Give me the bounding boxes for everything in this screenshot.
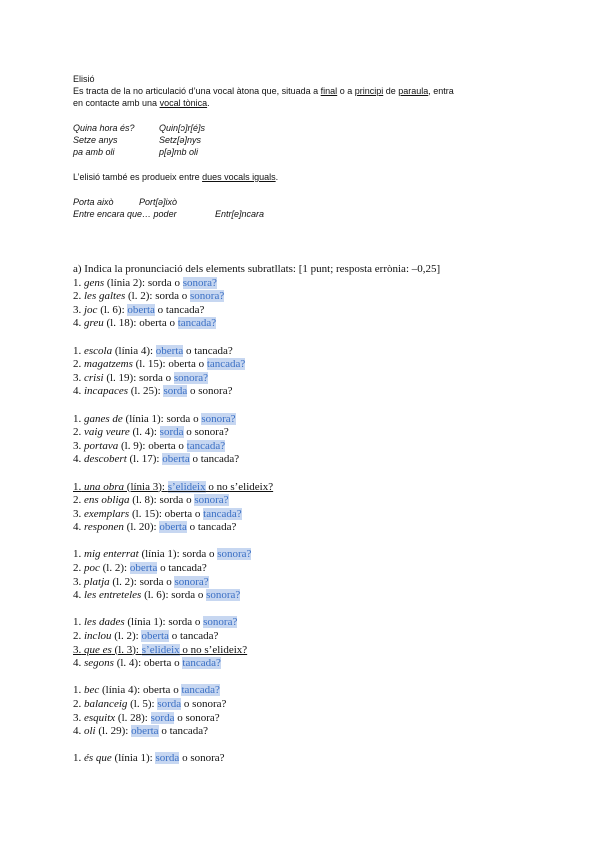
question-item <box>73 630 543 644</box>
question-group <box>73 548 543 602</box>
answer-option-2[interactable]: sonora? <box>182 276 217 289</box>
question-item <box>73 413 543 427</box>
answer-option-1[interactable]: sorda <box>157 698 182 710</box>
answer-option-1[interactable]: sorda <box>155 290 180 303</box>
question-item <box>73 589 543 603</box>
answer-option-2[interactable]: tancada? <box>203 507 242 520</box>
exercise-section <box>73 263 543 766</box>
question-item <box>73 684 543 698</box>
answer-separator: o <box>189 453 201 466</box>
question-group <box>73 345 543 399</box>
question-number: 1. <box>73 548 82 561</box>
question-reference: (l. 18): <box>103 317 140 330</box>
question-item <box>73 481 543 495</box>
answer-separator: o <box>179 290 191 303</box>
question-item <box>73 385 543 399</box>
answer-option-2[interactable]: no s’elideix? <box>216 480 274 493</box>
question-item <box>73 304 543 318</box>
question-word: ganes de <box>84 412 123 425</box>
answer-option-2[interactable]: tancada? <box>168 562 207 575</box>
question-reference: (línia 1): <box>122 412 167 425</box>
question-number: 3. <box>73 303 82 316</box>
question-group <box>73 616 543 670</box>
answer-option-2[interactable]: tancada? <box>186 439 226 452</box>
answer-separator: o <box>166 317 178 330</box>
answer-option-1[interactable]: oberta <box>168 358 196 371</box>
question-item <box>73 725 543 739</box>
question-number: 1. <box>73 412 82 425</box>
exercise-groups <box>73 277 543 766</box>
example-row: Setze anys Setz[ǝ]nys <box>73 135 202 145</box>
question-reference: (l. 6): <box>141 589 172 602</box>
question-word: balanceig <box>84 698 128 710</box>
answer-separator: o <box>186 521 198 534</box>
question-reference: (l. 25): <box>127 385 164 398</box>
answer-separator: o <box>158 725 170 738</box>
answer-option-1[interactable]: oberta <box>148 439 176 452</box>
question-item <box>73 562 543 576</box>
question-word: segons <box>84 657 114 670</box>
question-number: 4. <box>73 385 82 398</box>
question-reference: (l. 9): <box>118 439 149 452</box>
answer-option-2[interactable]: tancada? <box>200 453 240 466</box>
theory-section <box>73 73 543 220</box>
answer-option-1[interactable]: oberta <box>142 684 171 697</box>
answer-option-1[interactable]: oberta <box>162 453 190 466</box>
answer-separator: o <box>183 426 195 439</box>
answer-separator: o <box>187 385 199 398</box>
question-number: 2. <box>73 426 82 439</box>
question-reference: (l. 2): <box>99 562 130 575</box>
question-reference: (línia 2): <box>104 276 148 289</box>
answer-option-1[interactable]: sorda <box>168 616 193 629</box>
question-number: 3. <box>73 439 82 452</box>
question-number: 1. <box>73 276 82 289</box>
answer-option-1[interactable]: oberta <box>164 507 193 520</box>
answer-option-2[interactable]: tancada? <box>194 344 233 357</box>
example-row: Quina hora és? Quin[ɔ]r[é]s <box>73 123 206 133</box>
question-item <box>73 644 543 658</box>
question-reference: (l. 8): <box>129 494 160 507</box>
question-item <box>73 453 543 467</box>
answer-separator: o <box>168 630 180 643</box>
question-reference: (l. 17): <box>126 453 163 466</box>
answer-separator: o <box>190 412 202 425</box>
question-reference: (l. 3): <box>111 643 142 656</box>
question-item <box>73 657 543 671</box>
answer-option-2[interactable]: sonora? <box>203 616 238 629</box>
question-word: les entreteles <box>84 589 142 602</box>
answer-option-1[interactable]: oberta <box>159 521 187 534</box>
question-item <box>73 358 543 372</box>
answer-option-1[interactable]: sorda <box>155 752 180 765</box>
question-number: 4. <box>73 589 82 602</box>
question-item <box>73 440 543 454</box>
answer-option-1[interactable]: oberta <box>131 725 159 738</box>
answer-option-1[interactable]: sorda <box>166 412 191 425</box>
question-item <box>73 290 543 304</box>
question-word: crisi <box>84 371 104 384</box>
answer-option-1[interactable]: sorda <box>171 589 196 602</box>
answer-separator: o <box>154 303 166 316</box>
question-reference: (l. 4): <box>113 657 144 670</box>
answer-option-1[interactable]: sorda <box>139 575 164 588</box>
answer-separator: o <box>174 711 186 724</box>
theory-title: Elisió <box>73 74 95 84</box>
answer-option-1[interactable]: sorda <box>163 385 188 398</box>
answer-separator: o <box>157 562 169 575</box>
question-word: oli <box>84 725 96 738</box>
question-reference: (l. 5): <box>127 698 158 710</box>
question-group <box>73 752 543 766</box>
answer-option-1[interactable]: sorda <box>150 711 175 724</box>
question-reference: (l. 2): <box>111 630 142 643</box>
answer-separator: o <box>171 657 183 670</box>
question-reference: (l. 4): <box>129 426 160 439</box>
question-word: mig enterrat <box>84 548 139 561</box>
question-item <box>73 508 543 522</box>
answer-option-2[interactable]: sonora? <box>174 575 209 588</box>
answer-option-2[interactable]: tancada? <box>181 684 220 697</box>
answer-separator: o <box>195 358 207 371</box>
answer-option-2[interactable]: sonora? <box>190 290 225 303</box>
question-item <box>73 521 543 535</box>
answer-option-2[interactable]: sonora? <box>192 698 227 710</box>
answer-option-2[interactable]: tancada? <box>169 725 209 738</box>
question-number: 2. <box>73 494 82 507</box>
answer-separator: o <box>195 589 207 602</box>
answer-option-2[interactable]: no s’elideix? <box>190 643 248 656</box>
question-reference: (línia 4): <box>99 684 143 697</box>
question-word: vaig veure <box>84 426 130 439</box>
question-word: descobert <box>84 453 127 466</box>
answer-option-2[interactable]: tancada? <box>197 521 237 534</box>
question-number: 3. <box>73 575 82 588</box>
question-word: escola <box>84 344 113 357</box>
question-number: 4. <box>73 657 82 670</box>
question-item <box>73 494 543 508</box>
question-reference: (l. 2): <box>125 290 156 303</box>
question-item <box>73 277 543 291</box>
answer-option-1[interactable]: sorda <box>139 371 163 384</box>
answer-separator: o <box>206 548 218 561</box>
question-reference: (l. 19): <box>103 371 140 384</box>
answer-separator: o <box>192 507 204 520</box>
answer-option-1[interactable]: sorda <box>147 276 172 289</box>
question-reference: (l. 20): <box>123 521 160 534</box>
question-word: greu <box>84 317 104 330</box>
question-reference: (línia 4): <box>112 344 156 357</box>
answer-option-2[interactable]: tancada? <box>179 630 219 643</box>
question-word: ens obliga <box>84 494 130 507</box>
question-word: que es <box>84 643 112 656</box>
answer-separator: o <box>183 494 195 507</box>
answer-separator: o <box>170 684 182 697</box>
answer-option-1[interactable]: sorda <box>159 494 184 507</box>
answer-option-1[interactable]: sorda <box>182 548 207 561</box>
question-word: bec <box>84 684 100 697</box>
answer-separator: o <box>205 480 217 493</box>
answer-option-2[interactable]: sonora? <box>185 711 220 724</box>
question-word: exemplars <box>84 507 130 520</box>
answer-option-1[interactable]: sorda <box>159 426 184 439</box>
question-reference: (l. 15): <box>129 507 165 520</box>
question-reference: (l. 15): <box>132 358 169 371</box>
answer-separator: o <box>183 344 195 357</box>
question-word: magatzems <box>84 358 133 371</box>
answer-option-2[interactable]: tancada? <box>177 317 217 330</box>
question-reference: (l. 28): <box>115 711 151 724</box>
answer-separator: o <box>171 276 183 289</box>
answer-separator: o <box>162 371 174 384</box>
answer-option-2[interactable]: sonora? <box>190 752 225 765</box>
question-item <box>73 616 543 630</box>
question-number: 2. <box>73 562 82 575</box>
question-word: és que <box>84 752 112 765</box>
question-word: esquitx <box>84 711 116 724</box>
question-word: una obra <box>84 480 125 493</box>
answer-option-1[interactable]: s’elideix <box>167 480 206 493</box>
question-group <box>73 684 543 738</box>
question-reference: (l. 29): <box>95 725 132 738</box>
answer-option-2[interactable]: sonora? <box>198 385 233 398</box>
theory-also-line: L’elisió també es produeix entre dues vocals iguals. <box>73 172 279 182</box>
question-number: 3. <box>73 507 82 520</box>
answer-option-1[interactable]: oberta <box>129 562 158 575</box>
answer-option-2[interactable]: sonora? <box>194 494 229 507</box>
answer-option-2[interactable]: tancada? <box>182 657 221 670</box>
example-row: Entre encara que… poder Entr[e]ncara <box>73 209 265 219</box>
question-number: 3. <box>73 371 82 384</box>
answer-option-2[interactable]: sonora? <box>194 426 229 439</box>
answer-option-2[interactable]: sonora? <box>217 548 252 561</box>
example-row: pa amb oli p[ǝ]mb oli <box>73 147 199 157</box>
question-reference: (l. 2): <box>109 575 140 588</box>
question-word: platja <box>84 575 110 588</box>
question-reference: (línia 1): <box>124 616 169 629</box>
question-group <box>73 277 543 331</box>
question-reference: (línia 1): <box>138 548 183 561</box>
question-item <box>73 317 543 331</box>
answer-separator: o <box>192 616 204 629</box>
question-word: joc <box>84 303 98 316</box>
question-word: les dades <box>84 616 125 629</box>
answer-option-1[interactable]: oberta <box>143 657 172 670</box>
question-word: incapaces <box>84 385 128 398</box>
question-item <box>73 426 543 440</box>
question-number: 4. <box>73 521 82 534</box>
answer-separator: o <box>181 698 193 710</box>
answer-option-2[interactable]: tancada? <box>165 303 205 316</box>
answer-separator: o <box>163 575 175 588</box>
question-number: 1. <box>73 344 82 357</box>
question-item <box>73 576 543 590</box>
question-number: 1. <box>73 752 82 765</box>
question-item <box>73 698 543 712</box>
answer-option-1[interactable]: oberta <box>127 303 155 316</box>
answer-separator: o <box>179 643 191 656</box>
question-number: 1. <box>73 684 82 697</box>
question-number: 2. <box>73 698 82 710</box>
question-number: 1. <box>73 616 82 629</box>
question-item <box>73 345 543 359</box>
question-number: 2. <box>73 358 82 371</box>
answer-option-2[interactable]: sonora? <box>173 371 209 384</box>
question-number: 4. <box>73 317 82 330</box>
question-word: poc <box>84 562 100 575</box>
question-number: 2. <box>73 630 82 643</box>
question-word: inclou <box>84 630 112 643</box>
question-word: responen <box>84 521 124 534</box>
answer-option-2[interactable]: sonora? <box>206 589 241 602</box>
theory-intro-line-1: Es tracta de la no articulació d’una vocal àtona que, situada a final o a principi de paraula, entra <box>73 86 454 96</box>
question-word: gens <box>84 276 105 289</box>
example-row: Porta això Port[ǝ]ixò <box>73 197 178 207</box>
answer-option-2[interactable]: tancada? <box>206 358 246 371</box>
question-word: portava <box>84 439 119 452</box>
question-reference: (línia 3): <box>124 480 168 493</box>
question-item <box>73 372 543 386</box>
answer-option-1[interactable]: oberta <box>139 317 167 330</box>
question-number: 3. <box>73 711 82 724</box>
question-item <box>73 548 543 562</box>
question-number: 3. <box>73 643 82 656</box>
question-reference: (línia 1): <box>111 752 156 765</box>
question-number: 4. <box>73 453 82 466</box>
answer-separator: o <box>179 752 191 765</box>
exercise-instruction: a) Indica la pronunciació dels elements subratllats: [1 punt; resposta errònia: –0,25] <box>73 263 441 275</box>
question-item <box>73 712 543 726</box>
question-group <box>73 481 543 535</box>
answer-option-1[interactable]: oberta <box>155 344 184 357</box>
answer-option-1[interactable]: s’elideix <box>141 643 180 656</box>
question-item <box>73 752 543 766</box>
question-number: 4. <box>73 725 82 738</box>
question-number: 2. <box>73 290 82 303</box>
question-word: les galtes <box>84 290 126 303</box>
theory-intro-line-2: en contacte amb una vocal tònica. <box>73 98 210 108</box>
question-group <box>73 413 543 467</box>
question-reference: (l. 6): <box>97 303 128 316</box>
answer-separator: o <box>175 439 187 452</box>
answer-option-2[interactable]: sonora? <box>201 412 236 425</box>
answer-option-1[interactable]: oberta <box>141 630 169 643</box>
question-number: 1. <box>73 480 82 493</box>
